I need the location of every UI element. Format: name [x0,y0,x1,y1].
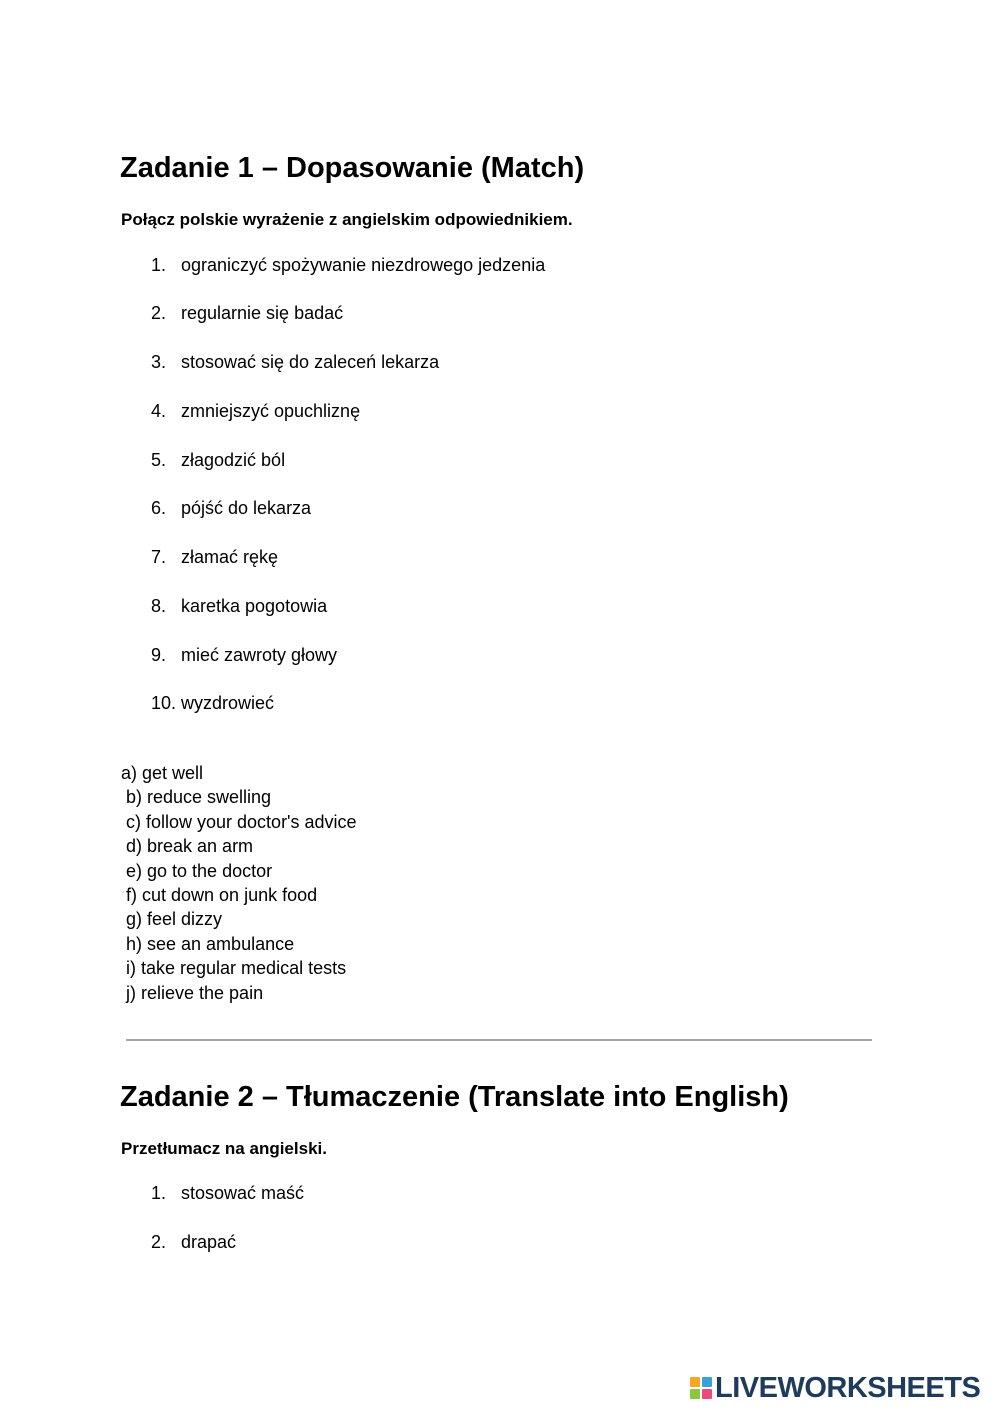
logo-square-icon [690,1377,700,1387]
logo-grid-icon [690,1377,712,1399]
item-number: 1. [151,255,167,275]
item-text: karetka pogotowia [181,596,328,616]
answer-option: j) relieve the pain [126,982,264,1003]
task1-item [151,692,274,714]
item-number: 5. [151,450,167,470]
answer-list [121,761,357,1005]
task1-item [151,254,545,276]
logo-square-icon [690,1389,700,1399]
item-text: regularnie się badać [181,303,344,323]
logo-square-icon [702,1377,712,1387]
item-text: stosować maść [181,1183,305,1203]
task1-item [151,595,327,617]
section-divider [126,1039,872,1041]
item-text: złagodzić ból [181,450,286,470]
task1-item [151,449,285,471]
item-text: zmniejszyć opuchliznę [181,401,361,421]
item-text: drapać [181,1232,237,1252]
task1-instruction: Połącz polskie wyrażenie z angielskim odpowiednikiem. [121,210,573,229]
item-text: złamać rękę [181,547,279,567]
task2-instruction: Przetłumacz na angielski. [121,1139,327,1158]
answer-option: g) feel dizzy [126,909,223,930]
item-number: 4. [151,401,167,421]
task1-item [151,644,337,666]
task1-title: Zadanie 1 – Dopasowanie (Match) [120,152,585,184]
item-number: 1. [151,1183,167,1203]
answer-option: f) cut down on junk food [126,884,318,905]
item-text: wyzdrowieć [181,693,275,713]
answer-option: c) follow your doctor's advice [126,811,357,832]
item-number: 7. [151,547,167,567]
brand-name: LIVEWORKSHEETS [715,1372,981,1404]
task1-item [151,400,360,422]
item-number: 3. [151,352,167,372]
answer-option: i) take regular medical tests [126,958,347,979]
task1-item [151,546,278,568]
item-text: mieć zawroty głowy [181,645,338,665]
item-number: 8. [151,596,167,616]
item-text: stosować się do zaleceń lekarza [181,352,440,372]
answer-option: a) get well [121,763,204,783]
item-number: 6. [151,498,167,518]
task2-item [151,1231,236,1253]
liveworksheets-logo [690,1372,980,1404]
answer-option: d) break an arm [126,836,254,857]
logo-square-icon [702,1389,712,1399]
item-number: 2. [151,303,167,323]
task2-item [151,1182,304,1204]
answer-option: b) reduce swelling [126,787,272,808]
item-number: 9. [151,645,167,665]
task2-title: Zadanie 2 – Tłumaczenie (Translate into English) [120,1081,789,1113]
item-number: 2. [151,1232,167,1252]
task1-item [151,302,343,324]
item-number: 10. [151,693,177,713]
answer-option: h) see an ambulance [126,933,295,954]
task1-item [151,497,311,519]
item-text: pójść do lekarza [181,498,312,518]
item-text: ograniczyć spożywanie niezdrowego jedzenia [181,255,546,275]
task1-item [151,351,439,373]
answer-option: e) go to the doctor [126,860,273,881]
